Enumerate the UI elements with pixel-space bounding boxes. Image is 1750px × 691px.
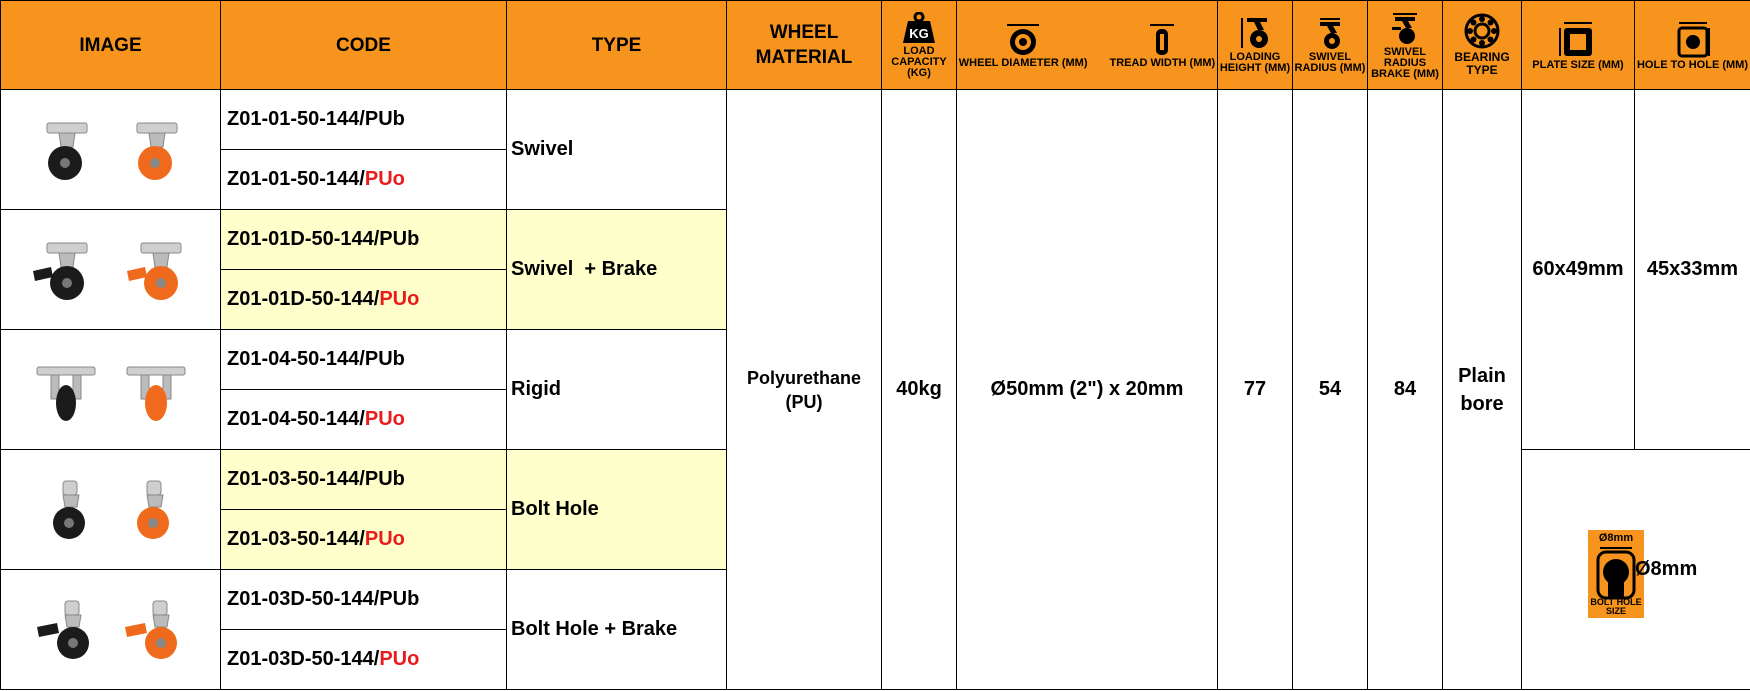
header-swivel-radius-brake-label: SWIVEL RADIUS BRAKE (MM) <box>1371 45 1439 80</box>
swivel-brake-icon <box>1389 11 1421 45</box>
caster-image-bolt-hole <box>1 450 221 570</box>
weight-icon <box>902 12 936 44</box>
swivel-black-caster-icon <box>33 117 99 183</box>
caster-image-swivel <box>1 90 221 210</box>
hole-to-hole: 45x33mm <box>1635 90 1750 450</box>
product-code: Z01-03D-50-144/PUo <box>221 630 507 690</box>
swivel-brake-orange-caster-icon <box>123 237 193 303</box>
header-plate-size <box>1522 1 1635 90</box>
product-type: Swivel + Brake <box>507 210 727 330</box>
bolt-hole-brake-orange-caster-icon <box>123 597 187 663</box>
bolt-hole-icon-label: Ø8mm <box>1598 532 1634 544</box>
product-type: Swivel <box>507 90 727 210</box>
wheel-material: Polyurethane (PU) <box>727 90 882 690</box>
header-wheel-diameter-label: WHEEL DIAMETER (MM) <box>958 56 1088 69</box>
header-type: TYPE <box>507 1 727 90</box>
bolt-hole-orange-caster-icon <box>123 477 183 543</box>
header-swivel-radius-label: SWIVEL RADIUS (MM) <box>1294 51 1366 74</box>
swivel-orange-caster-icon <box>123 117 189 183</box>
header-swivel-radius-brake <box>1368 1 1443 90</box>
product-code: Z01-03D-50-144/PUb <box>221 570 507 630</box>
swivel-brake-black-caster-icon <box>29 237 99 303</box>
tread-width-icon <box>1142 22 1182 56</box>
table-row <box>1 90 1750 150</box>
product-type: Rigid <box>507 330 727 450</box>
header-row <box>1 1 1750 90</box>
bearing-icon <box>1464 13 1500 49</box>
header-load-capacity-label: LOAD CAPACITY (KG) <box>891 44 947 79</box>
bolt-hole-brake-black-caster-icon <box>35 597 99 663</box>
header-bearing-type-label: BEARING TYPE <box>1454 50 1510 77</box>
bolt-hole-icon-caption: BOLT HOLE SIZE <box>1590 597 1642 616</box>
header-loading-height <box>1218 1 1293 90</box>
swivel-radius-brake: 84 <box>1368 90 1443 690</box>
load-capacity: 40kg <box>882 90 957 690</box>
caster-image-bolt-hole-brake <box>1 570 221 690</box>
swivel-radius: 54 <box>1293 90 1368 690</box>
header-hole-to-hole-label: HOLE TO HOLE (MM) <box>1636 58 1748 71</box>
caster-image-swivel-brake <box>1 210 221 330</box>
product-code: Z01-03-50-144/PUb <box>221 450 507 510</box>
header-tread-width-label: TREAD WIDTH (MM) <box>1109 56 1216 69</box>
rigid-black-caster-icon <box>33 357 99 423</box>
product-code: Z01-04-50-144/PUb <box>221 330 507 390</box>
svg-text:KG: KG <box>909 25 929 41</box>
header-loading-height-label: LOADING HEIGHT (MM) <box>1219 51 1291 74</box>
header-plate-size-label: PLATE SIZE (MM) <box>1532 58 1624 71</box>
wheel-diameter-icon <box>1003 22 1043 56</box>
caster-image-rigid <box>1 330 221 450</box>
product-code: Z01-04-50-144/PUo <box>221 390 507 450</box>
header-swivel-radius <box>1293 1 1368 90</box>
header-wheel-material: WHEEL MATERIAL <box>727 1 882 90</box>
header-image: IMAGE <box>1 1 221 90</box>
bolt-hole-size-cell <box>1522 450 1750 690</box>
product-type: Bolt Hole <box>507 450 727 570</box>
bearing-type: Plain bore <box>1443 90 1522 690</box>
swivel-radius-icon <box>1314 16 1346 50</box>
header-wheel-tread <box>957 1 1218 90</box>
bolt-hole-size: Ø8mm <box>1635 558 1698 580</box>
product-code: Z01-03-50-144/PUo <box>221 510 507 570</box>
rigid-orange-caster-icon <box>123 357 189 423</box>
wheel-size: Ø50mm (2") x 20mm <box>957 90 1218 690</box>
header-code: CODE <box>221 1 507 90</box>
header-load-capacity <box>882 1 957 90</box>
hole-to-hole-icon <box>1673 20 1713 58</box>
bolt-hole-black-caster-icon <box>39 477 99 543</box>
product-code: Z01-01D-50-144/PUb <box>221 210 507 270</box>
loading-height-icon <box>1239 16 1271 50</box>
product-code: Z01-01-50-144/PUo <box>221 150 507 210</box>
product-type: Bolt Hole + Brake <box>507 570 727 690</box>
product-code: Z01-01-50-144/PUb <box>221 90 507 150</box>
loading-height: 77 <box>1218 90 1293 690</box>
plate-size-icon <box>1558 20 1598 58</box>
header-bearing-type <box>1443 1 1522 90</box>
product-code: Z01-01D-50-144/PUo <box>221 270 507 330</box>
plate-size: 60x49mm <box>1522 90 1635 450</box>
header-hole-to-hole <box>1635 1 1750 90</box>
